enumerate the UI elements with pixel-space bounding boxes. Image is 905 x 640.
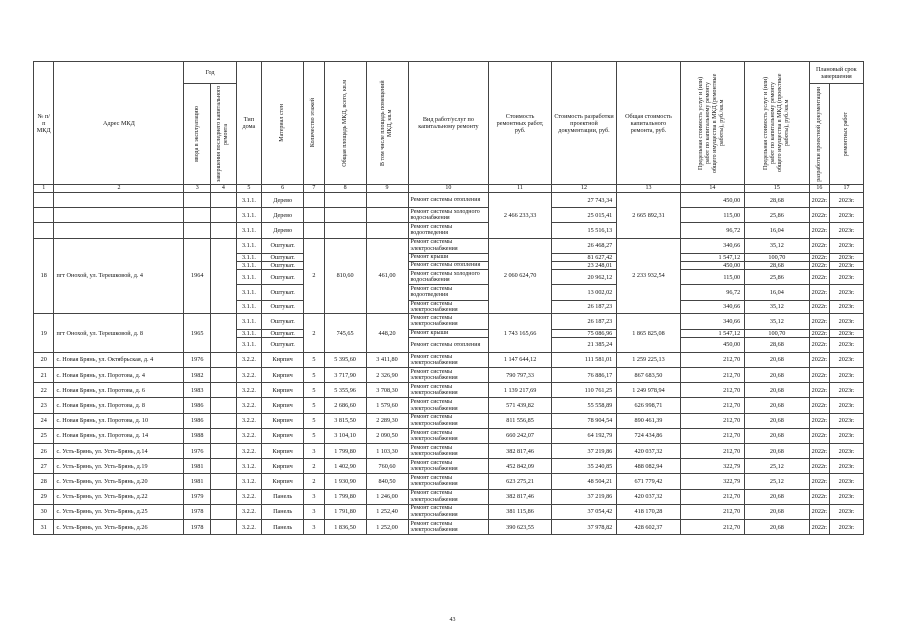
cell-type: 3.2.2. [236,398,262,413]
table-row [34,413,864,428]
cell-t2: 2023г. [830,474,864,489]
table-row: 3.1.1. Оштукат. Ремонт системы электроснабжения 26 187,23 340,66 35,12 2022г. 2023г. [34,300,864,314]
cell-total: 1 259 225,13 [617,352,680,367]
cell-repair: 382 817,46 [489,489,551,504]
cell-work: Ремонт системы электроснабжения [408,444,489,459]
col-header-limit-cost-2: Предельная стоимость услуг и (или) работ по капитальному ремонту общего имущества в МКД (проектные работы), руб./кв.м [745,62,809,185]
cell-year: 1976 [184,352,211,367]
cell-wall: Кирпич [262,398,304,413]
cell-work: Ремонт системы электроснабжения [408,398,489,413]
cell-total: 671 779,42 [617,474,680,489]
cell-address: с. Новая Брянь, ул. Поротова, д. 4 [54,368,184,383]
cell-no: 29 [34,489,54,504]
cell-type: 3.2.2. [236,413,262,428]
cell-design: 64 192,79 [551,428,616,443]
cell-no: 30 [34,504,54,519]
cell-t2: 2023г. [830,428,864,443]
cell-lim2: 20,68 [745,489,809,504]
cell-work: Ремонт системы электроснабжения [408,368,489,383]
cell-no: 24 [34,413,54,428]
cell-floors: 3 [304,504,324,519]
cell-repair: 1 147 644,12 [489,352,551,367]
cell-address: с. Новая Брянь, ул. Поротова, д. 10 [54,413,184,428]
cell-area: 2 686,60 [324,398,366,413]
cell-wall: Кирпич [262,428,304,443]
col-header-last-repair-year: завершения последнего капитального ремонта [211,84,237,185]
cell-premises: 3 411,80 [366,352,408,367]
cell-design: 37 219,86 [551,489,616,504]
repair-plan-table [33,61,864,535]
cell-area: 3 104,10 [324,428,366,443]
table-row: 19 пгт Онохой, ул. Терешковой, д. 8 1965 3.1.1. Оштукат. 2 745,65 448,20 Ремонт системы электроснабжения 1 743 165,66 26 187,23 1 865 825,08 340,66 35,12 2022г. 2023г. [34,314,864,329]
cell-wall: Кирпич [262,352,304,367]
cell-floors: 5 [304,352,324,367]
cell-wall: Панель [262,504,304,519]
cell-area: 1 930,90 [324,474,366,489]
cell-lim2: 20,68 [745,428,809,443]
cell-no: 27 [34,459,54,474]
cell-no: 22 [34,383,54,398]
table-row [34,444,864,459]
cell-year: 1988 [184,428,211,443]
cell-year: 1978 [184,504,211,519]
cell-floors: 2 [304,459,324,474]
col-header-total-area: Общая площадь МКД, всего, кв.м [324,62,366,185]
cell-design: 37 978,82 [551,519,616,534]
cell-premises: 2 289,30 [366,413,408,428]
cell-lim2: 25,12 [745,459,809,474]
cell-floors: 5 [304,383,324,398]
cell-address: с. Новая Брянь, ул. Октябрьская, д. 4 [54,352,184,367]
cell-lim2: 20,68 [745,368,809,383]
table-row: 3.1.1. Дерево Ремонт системы водоотведения 15 516,13 96,72 16,04 2022г. 2023г. [34,223,864,238]
col-header-design-term: разработки проектной документации [809,84,829,185]
cell-t2: 2023г. [830,444,864,459]
cell-premises: 840,50 [366,474,408,489]
cell-address: с. Усть-Брянь, ул. Усть-Брянь, д.14 [54,444,184,459]
table-row: 3.1.1. Дерево Ремонт системы отопления 2 466 233,33 27 743,34 2 665 892,31 450,00 28,68 2022г. 2023г. [34,193,864,208]
cell-area: 1 799,80 [324,489,366,504]
cell-design: 111 581,01 [551,352,616,367]
table-row: 3.1.1. Оштукат. Ремонт системы отопления 21 385,24 450,00 28,68 2022г. 2023г. [34,337,864,352]
cell-floors: 5 [304,398,324,413]
cell-year: 1981 [184,474,211,489]
cell-premises: 3 708,30 [366,383,408,398]
cell-wall: Кирпич [262,459,304,474]
col-header-wall-material: Материал стен [262,62,304,185]
cell-t1: 2022г. [809,444,829,459]
cell-type: 3.2.2. [236,504,262,519]
table-row [34,352,864,367]
cell-design: 110 761,25 [551,383,616,398]
col-header-work-type: Вид работ/услуг по капитальному ремонту [408,62,489,185]
table-row: 3.1.1. Оштукат. Ремонт крыши 75 086,96 1 547,12 100,70 2022г. 2023г. [34,329,864,337]
cell-type: 3.2.2. [236,383,262,398]
col-header-commission-year: ввода в эксплуатацию [184,84,211,185]
cell-premises: 1 246,00 [366,489,408,504]
cell-year: 1981 [184,459,211,474]
cell-area: 1 836,50 [324,519,366,534]
cell-year: 1986 [184,413,211,428]
col-header-address: Адрес МКД [54,62,184,185]
cell-repair: 381 115,86 [489,504,551,519]
cell-work: Ремонт системы электроснабжения [408,504,489,519]
cell-wall: Панель [262,489,304,504]
cell-work: Ремонт системы электроснабжения [408,519,489,534]
cell-address: с. Новая Брянь, ул. Поротова, д. 8 [54,398,184,413]
cell-no: 23 [34,398,54,413]
cell-lim1: 212,70 [680,489,744,504]
cell-t1: 2022г. [809,428,829,443]
cell-lim1: 212,70 [680,504,744,519]
cell-lim1: 322,79 [680,459,744,474]
cell-wall: Панель [262,519,304,534]
cell-t1: 2022г. [809,474,829,489]
cell-total: 428 602,37 [617,519,680,534]
cell-floors: 2 [304,474,324,489]
cell-premises: 760,60 [366,459,408,474]
cell-lim1: 212,70 [680,352,744,367]
col-header-house-type: Тип дома [236,62,262,185]
cell-t1: 2022г. [809,459,829,474]
cell-floors: 3 [304,519,324,534]
cell-floors: 5 [304,428,324,443]
cell-type: 3.2.2. [236,519,262,534]
cell-no: 21 [34,368,54,383]
cell-t1: 2022г. [809,519,829,534]
cell-design: 55 558,89 [551,398,616,413]
cell-repair: 452 842,09 [489,459,551,474]
cell-t2: 2023г. [830,459,864,474]
cell-no: 26 [34,444,54,459]
cell-t2: 2023г. [830,413,864,428]
cell-work: Ремонт системы электроснабжения [408,489,489,504]
table-row [34,368,864,383]
cell-year: 1979 [184,489,211,504]
cell-lim2: 20,68 [745,398,809,413]
cell-year: 1986 [184,398,211,413]
cell-t1: 2022г. [809,383,829,398]
cell-repair: 571 439,82 [489,398,551,413]
cell-wall: Кирпич [262,474,304,489]
table-row: 3.1.1. Дерево Ремонт системы холодного водоснабжения 25 015,41 115,00 25,86 2022г. 2023г. [34,208,864,223]
table-row [34,519,864,534]
cell-repair: 811 556,85 [489,413,551,428]
cell-type: 3.1.2. [236,474,262,489]
table-row [34,383,864,398]
cell-wall: Кирпич [262,383,304,398]
cell-lim2: 20,68 [745,519,809,534]
col-header-premises-area: В том числе площадь помещений МКД, кв.м [366,62,408,185]
simple-rows-body [34,352,864,534]
cell-no: 28 [34,474,54,489]
cell-type: 3.2.2. [236,428,262,443]
cell-address: с. Новая Брянь, ул. Поротова, д. 6 [54,383,184,398]
cell-work: Ремонт системы электроснабжения [408,413,489,428]
cell-total: 420 037,32 [617,489,680,504]
cell-t1: 2022г. [809,352,829,367]
header-row-top [34,62,864,84]
cell-floors: 5 [304,368,324,383]
cell-work: Ремонт системы электроснабжения [408,383,489,398]
cell-repair: 623 275,21 [489,474,551,489]
table-row: 3.1.1. Оштукат. Ремонт системы отопления 23 248,01 450,00 28,68 2022г. 2023г. [34,261,864,269]
cell-floors: 5 [304,413,324,428]
cell-t2: 2023г. [830,383,864,398]
cell-wall: Кирпич [262,368,304,383]
cell-no: 25 [34,428,54,443]
cell-t1: 2022г. [809,504,829,519]
cell-repair: 1 139 217,69 [489,383,551,398]
cell-lim1: 212,70 [680,398,744,413]
cell-t1: 2022г. [809,413,829,428]
cell-repair: 790 797,33 [489,368,551,383]
cell-lim1: 212,70 [680,413,744,428]
cell-repair: 390 623,55 [489,519,551,534]
cell-t2: 2023г. [830,352,864,367]
cell-t2: 2023г. [830,398,864,413]
cell-address: с. Усть-Брянь, ул. Усть-Брянь, д.25 [54,504,184,519]
table-row: 3.1.1. Оштукат. Ремонт системы водоотведения 13 002,02 96,72 16,04 2022г. 2023г. [34,285,864,300]
cell-design: 78 904,54 [551,413,616,428]
cell-address: с. Усть-Брянь, ул. Усть-Брянь, д.19 [54,459,184,474]
cell-type: 3.1.2. [236,459,262,474]
cell-total: 724 434,86 [617,428,680,443]
table-row [34,428,864,443]
cell-repair: 660 242,07 [489,428,551,443]
table-row: 3.1.1. Оштукат. Ремонт системы холодного водоснабжения 20 962,12 115,00 25,86 2022г. 2023г. [34,270,864,285]
cell-design: 35 240,85 [551,459,616,474]
col-header-repair-cost: Стоимость ремонтных работ, руб. [489,62,551,185]
col-header-year: Год [184,62,236,84]
table-row: 3.1.1. Оштукат. Ремонт крыши 81 627,42 1 547,12 100,70 2022г. 2023г. [34,253,864,261]
cell-design: 37 054,42 [551,504,616,519]
table-row: 18 пгт Онохой, ул. Терешковой, д. 4 1964 3.1.1. Оштукат. 2 810,60 461,00 Ремонт системы электроснабжения 2 060 624,70 26 468,27 2 233 932,54 340,66 35,12 2022г. 2023г. [34,238,864,253]
cell-total: 488 082,94 [617,459,680,474]
cell-work: Ремонт системы электроснабжения [408,352,489,367]
cell-lim2: 20,68 [745,352,809,367]
cell-total: 1 249 978,94 [617,383,680,398]
cell-area: 5 355,96 [324,383,366,398]
cell-type: 3.2.2. [236,489,262,504]
col-header-design-cost: Стоимость разработки проектной документации, руб. [551,62,616,185]
cell-address: с. Новая Брянь, ул. Поротова, д. 14 [54,428,184,443]
cell-t1: 2022г. [809,368,829,383]
cell-premises: 2 090,50 [366,428,408,443]
cell-t2: 2023г. [830,489,864,504]
cell-lim2: 25,12 [745,474,809,489]
cell-lim2: 20,68 [745,383,809,398]
cell-year: 1983 [184,383,211,398]
cell-area: 1 402,90 [324,459,366,474]
cell-total: 418 170,28 [617,504,680,519]
cell-t2: 2023г. [830,368,864,383]
cell-lim1: 212,70 [680,519,744,534]
cell-type: 3.2.2. [236,352,262,367]
cell-work: Ремонт системы электроснабжения [408,459,489,474]
col-header-floors: Количество этажей [304,62,324,185]
cell-wall: Кирпич [262,413,304,428]
cell-premises: 1 252,40 [366,504,408,519]
cell-lim2: 20,68 [745,444,809,459]
table-row [34,504,864,519]
cell-total: 626 998,71 [617,398,680,413]
cell-area: 1 799,80 [324,444,366,459]
page-number: 43 [449,617,456,623]
cell-lim1: 212,70 [680,428,744,443]
cell-lim1: 212,70 [680,383,744,398]
cell-area: 3 717,90 [324,368,366,383]
cell-t1: 2022г. [809,489,829,504]
cell-lim1: 212,70 [680,368,744,383]
cell-no: 20 [34,352,54,367]
cell-year: 1982 [184,368,211,383]
col-header-limit-cost-1: Предельная стоимость услуг и (или) работ по капитальному ремонту общего имущества в МКД (ремонтные работы), руб./кв.м [680,62,744,185]
cell-design: 37 219,86 [551,444,616,459]
col-header-total-cost: Общая стоимость капитального ремонта, руб. [617,62,680,185]
cell-t1: 2022г. [809,398,829,413]
table-row [34,398,864,413]
cell-work: Ремонт системы электроснабжения [408,474,489,489]
cell-premises: 1 579,60 [366,398,408,413]
cell-lim2: 20,68 [745,504,809,519]
col-header-planned-term: Плановый срок завершения [809,62,863,84]
cell-year: 1976 [184,444,211,459]
cell-design: 76 886,17 [551,368,616,383]
cell-total: 867 683,50 [617,368,680,383]
cell-no: 31 [34,519,54,534]
cell-address: с. Усть-Брянь, ул. Усть-Брянь, д.20 [54,474,184,489]
cell-lim2: 20,68 [745,413,809,428]
cell-year: 1978 [184,519,211,534]
column-number-row: 1 2 3 4 5 6 7 8 9 10 11 12 13 14 15 16 17 [34,185,864,193]
table-row [34,489,864,504]
col-header-repair-term: ремонтных работ [830,84,864,185]
table-row [34,459,864,474]
cell-floors: 3 [304,444,324,459]
cell-design: 48 504,21 [551,474,616,489]
cell-premises: 1 252,00 [366,519,408,534]
cell-address: с. Усть-Брянь, ул. Усть-Брянь, д.22 [54,489,184,504]
cell-address: с. Усть-Брянь, ул. Усть-Брянь, д.26 [54,519,184,534]
cell-type: 3.2.2. [236,444,262,459]
cell-premises: 1 103,30 [366,444,408,459]
col-header-number: № п/п МКД [34,62,54,185]
table-row [34,474,864,489]
cell-area: 3 815,50 [324,413,366,428]
cell-lim1: 212,70 [680,444,744,459]
cell-work: Ремонт системы электроснабжения [408,428,489,443]
cell-t2: 2023г. [830,504,864,519]
cell-total: 890 461,39 [617,413,680,428]
cell-repair: 382 817,46 [489,444,551,459]
cell-area: 1 791,80 [324,504,366,519]
cell-lim1: 322,79 [680,474,744,489]
cell-premises: 2 326,90 [366,368,408,383]
cell-floors: 3 [304,489,324,504]
cell-t2: 2023г. [830,519,864,534]
cell-area: 5 395,60 [324,352,366,367]
cell-wall: Кирпич [262,444,304,459]
cell-total: 420 037,32 [617,444,680,459]
cell-type: 3.2.2. [236,368,262,383]
